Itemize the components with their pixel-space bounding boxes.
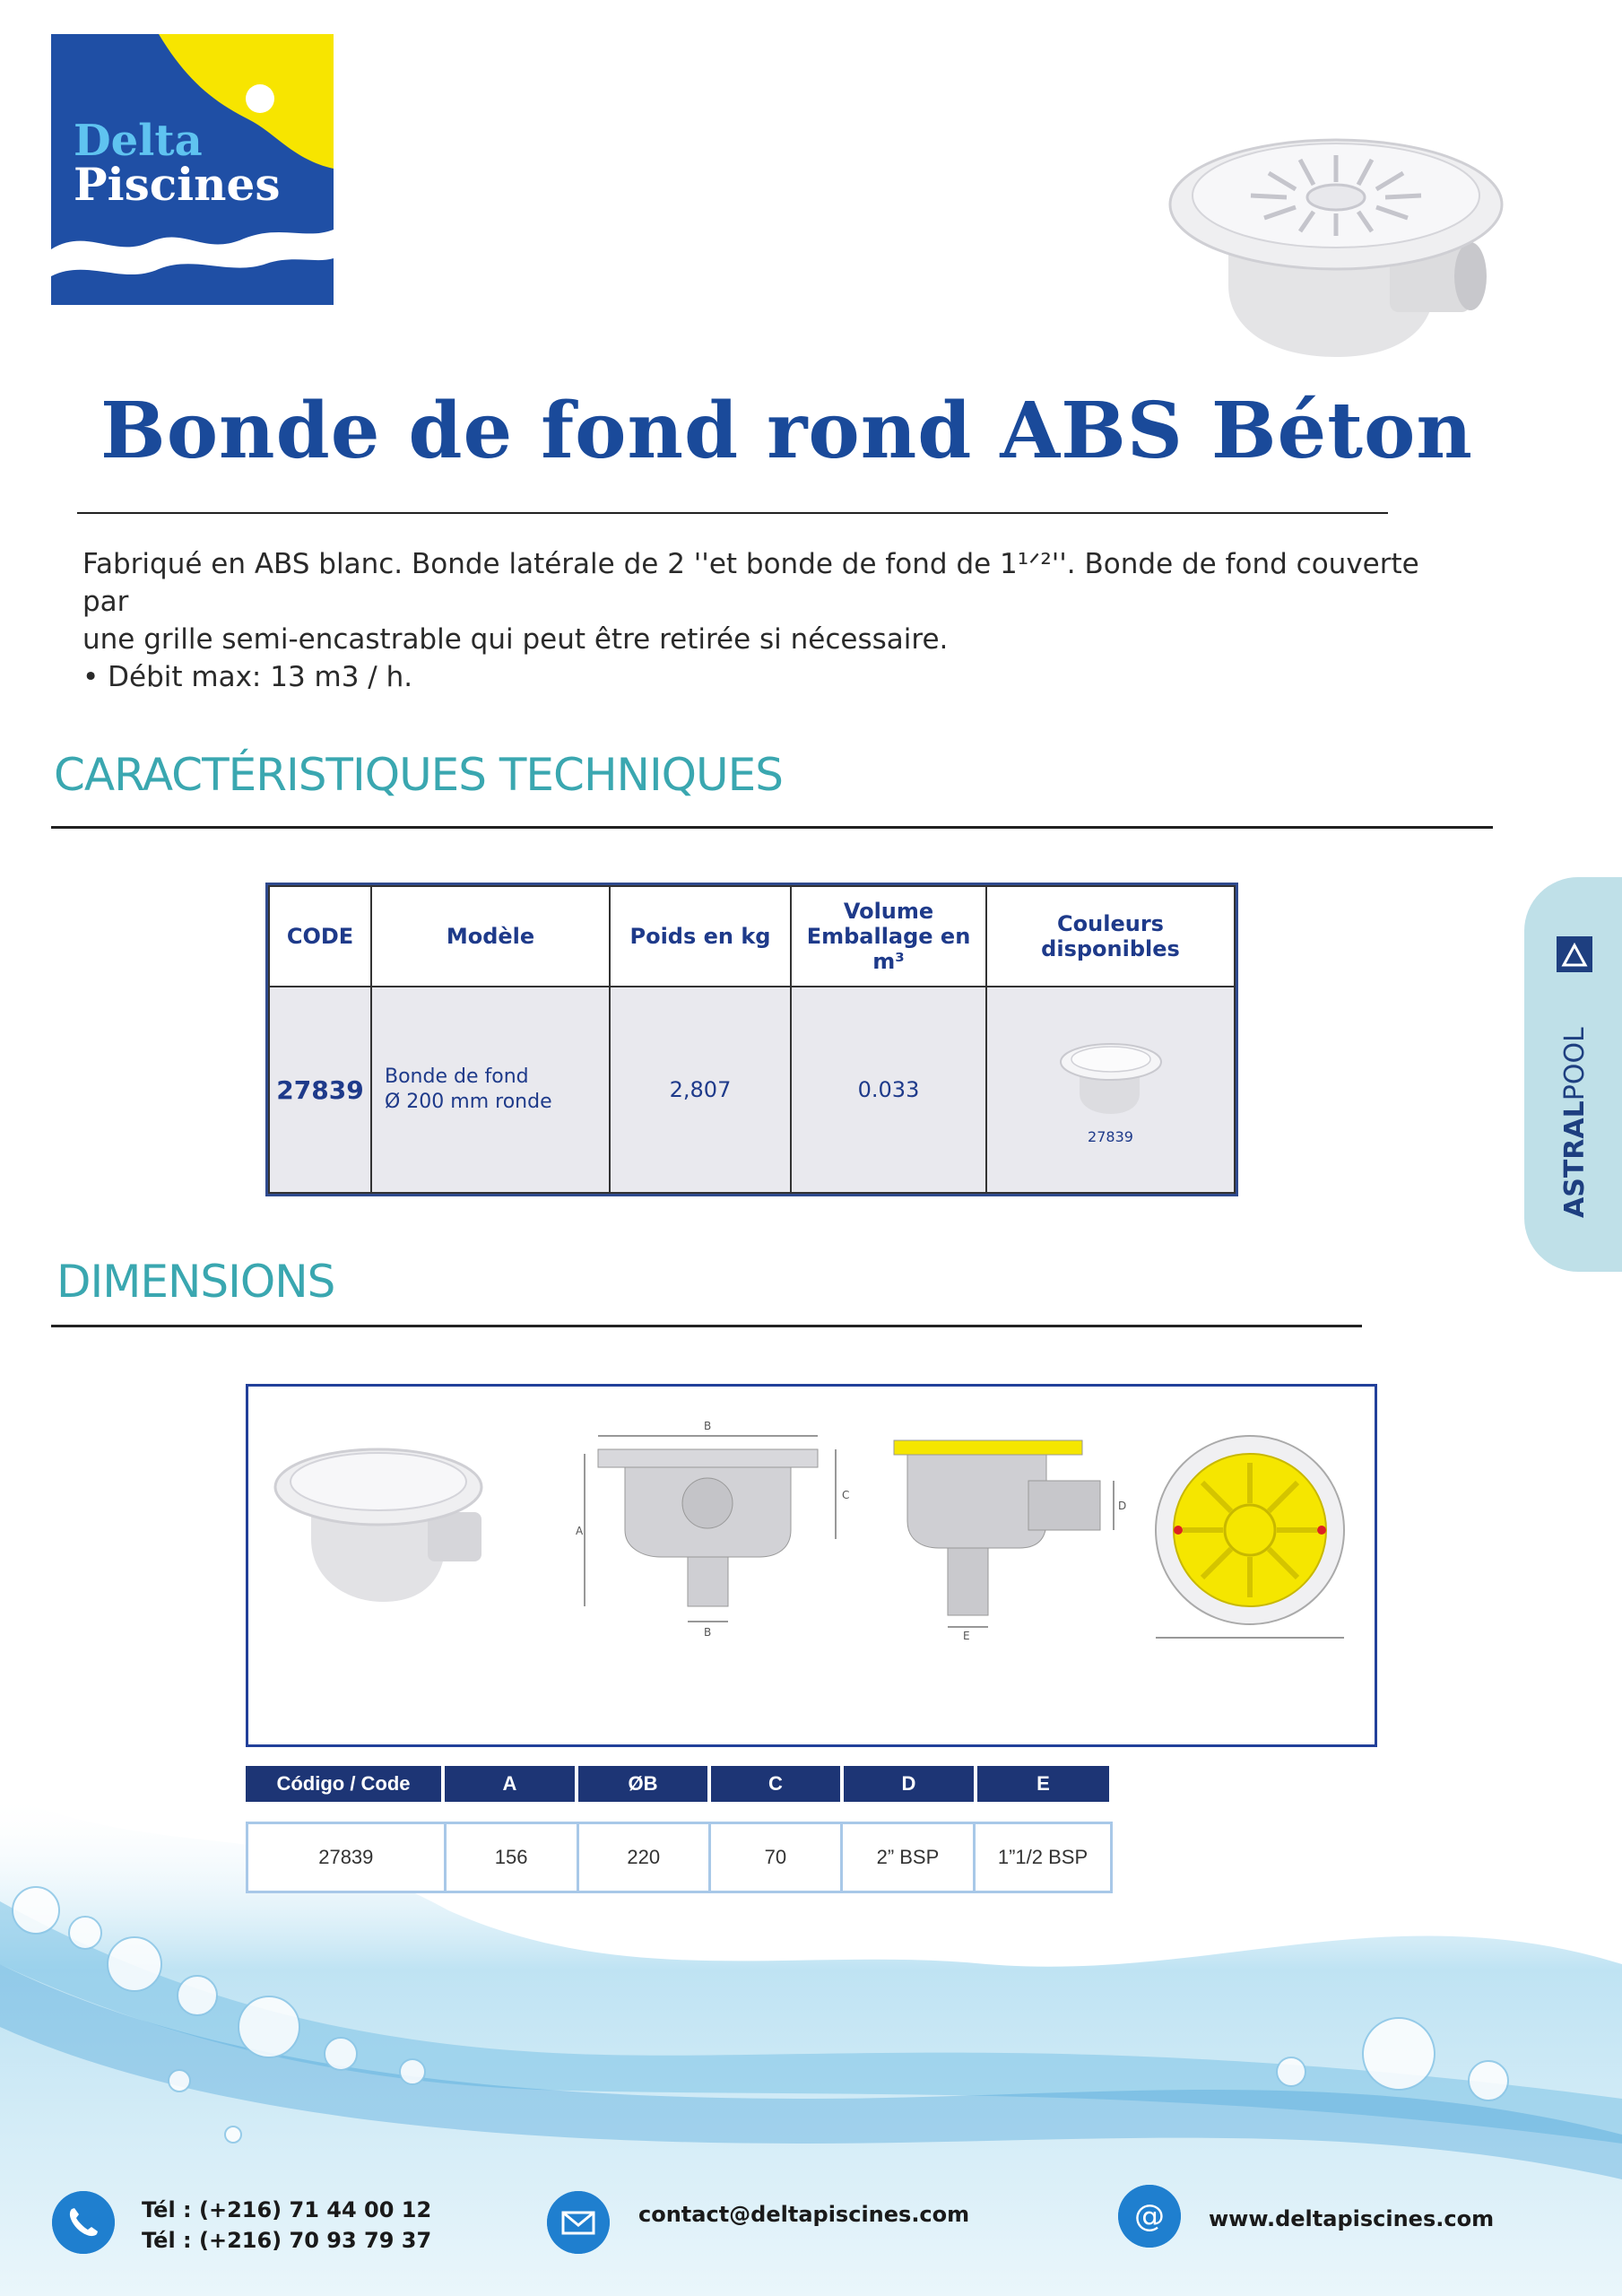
tech-specs-table bbox=[265, 883, 1238, 1196]
astralpool-side-tab bbox=[1524, 877, 1622, 1272]
svg-text:C: C bbox=[842, 1489, 850, 1501]
col-header-colors: Couleurs disponibles bbox=[986, 886, 1235, 987]
svg-text:Delta: Delta bbox=[74, 116, 203, 166]
dim-header-code: Código / Code bbox=[246, 1766, 445, 1802]
diagram-top-view bbox=[1156, 1436, 1344, 1638]
dim-cell-code: 27839 bbox=[248, 1824, 447, 1891]
model-line-2: Ø 200 mm ronde bbox=[385, 1091, 552, 1113]
dim-header-e: E bbox=[977, 1766, 1113, 1802]
svg-text:B: B bbox=[704, 1626, 712, 1639]
section-heading-dimensions: DIMENSIONS bbox=[56, 1256, 335, 1308]
product-hero-image bbox=[1166, 106, 1506, 366]
footer-phone-1: Tél : (+216) 71 44 00 12 bbox=[142, 2197, 432, 2222]
cell-colors bbox=[986, 987, 1235, 1193]
dim-cell-b: 220 bbox=[579, 1824, 711, 1891]
color-caption: 27839 bbox=[1088, 1127, 1133, 1145]
svg-text:@: @ bbox=[1134, 2198, 1165, 2234]
footer-website[interactable]: www.deltapiscines.com bbox=[1209, 2206, 1495, 2231]
dimensions-diagram-box bbox=[246, 1384, 1377, 1747]
page-title: Bonde de fond rond ABS Béton bbox=[100, 386, 1473, 476]
section-heading-tech: CARACTÉRISTIQUES TECHNIQUES bbox=[54, 749, 783, 801]
mail-icon bbox=[547, 2191, 610, 2254]
diagram-product-photo bbox=[275, 1449, 481, 1602]
description-line-2: une grille semi-encastrable qui peut être retirée si nécessaire. bbox=[82, 623, 949, 656]
svg-text:E: E bbox=[963, 1630, 970, 1642]
dimensions-table bbox=[246, 1766, 1113, 1893]
table-row bbox=[246, 1822, 1113, 1893]
svg-text:D: D bbox=[1118, 1500, 1127, 1512]
table-row bbox=[269, 987, 1235, 1193]
footer-email[interactable]: contact@deltapiscines.com bbox=[638, 2202, 970, 2227]
section-divider bbox=[51, 1325, 1362, 1327]
diagram-side-view bbox=[576, 1420, 849, 1639]
dimensions-diagram bbox=[248, 1387, 1375, 1744]
color-swatch-image bbox=[1057, 1035, 1165, 1116]
dim-table-header bbox=[246, 1766, 1113, 1802]
phone-icon bbox=[52, 2191, 115, 2254]
dim-cell-e: 1”1/2 BSP bbox=[997, 1846, 1089, 1868]
svg-text:Piscines: Piscines bbox=[74, 158, 281, 211]
dim-header-d: D bbox=[844, 1766, 977, 1802]
cell-model bbox=[371, 987, 610, 1193]
table-header-row bbox=[269, 886, 1235, 987]
dim-cell-a: 156 bbox=[447, 1824, 579, 1891]
dim-header-a: A bbox=[445, 1766, 578, 1802]
dim-cell-c: 70 bbox=[711, 1824, 843, 1891]
astralpool-logo bbox=[1524, 877, 1622, 1272]
at-icon bbox=[1118, 2185, 1181, 2248]
description-line-3: • Débit max: 13 m3 / h. bbox=[82, 661, 413, 693]
dim-cell-d: 2” BSP bbox=[843, 1824, 976, 1891]
footer-phone-2: Tél : (+216) 70 93 79 37 bbox=[142, 2228, 432, 2253]
cell-code: 27839 bbox=[269, 987, 371, 1193]
diagram-section-view bbox=[894, 1440, 1126, 1642]
svg-text:ASTRALPOOL: ASTRALPOOL bbox=[1559, 1027, 1591, 1218]
col-header-code: CODE bbox=[269, 886, 371, 987]
description-line-1: Fabriqué en ABS blanc. Bonde latérale de 2 ''et bonde de fond de 1¹ᐟ²''. Bonde de fond couverte par bbox=[82, 548, 1419, 618]
model-line-1: Bonde de fond bbox=[385, 1065, 529, 1088]
dim-header-c: C bbox=[711, 1766, 844, 1802]
product-description bbox=[82, 545, 1427, 696]
dim-header-b: ØB bbox=[578, 1766, 711, 1802]
cell-volume: 0.033 bbox=[791, 987, 986, 1193]
svg-text:B: B bbox=[704, 1420, 712, 1432]
section-divider bbox=[51, 826, 1493, 829]
delta-piscines-logo bbox=[51, 34, 334, 305]
col-header-weight: Poids en kg bbox=[610, 886, 791, 987]
col-header-model: Modèle bbox=[371, 886, 610, 987]
title-divider bbox=[77, 512, 1388, 514]
cell-weight: 2,807 bbox=[610, 987, 791, 1193]
col-header-volume: Volume Emballage en m³ bbox=[791, 886, 986, 987]
svg-text:A: A bbox=[576, 1525, 584, 1537]
